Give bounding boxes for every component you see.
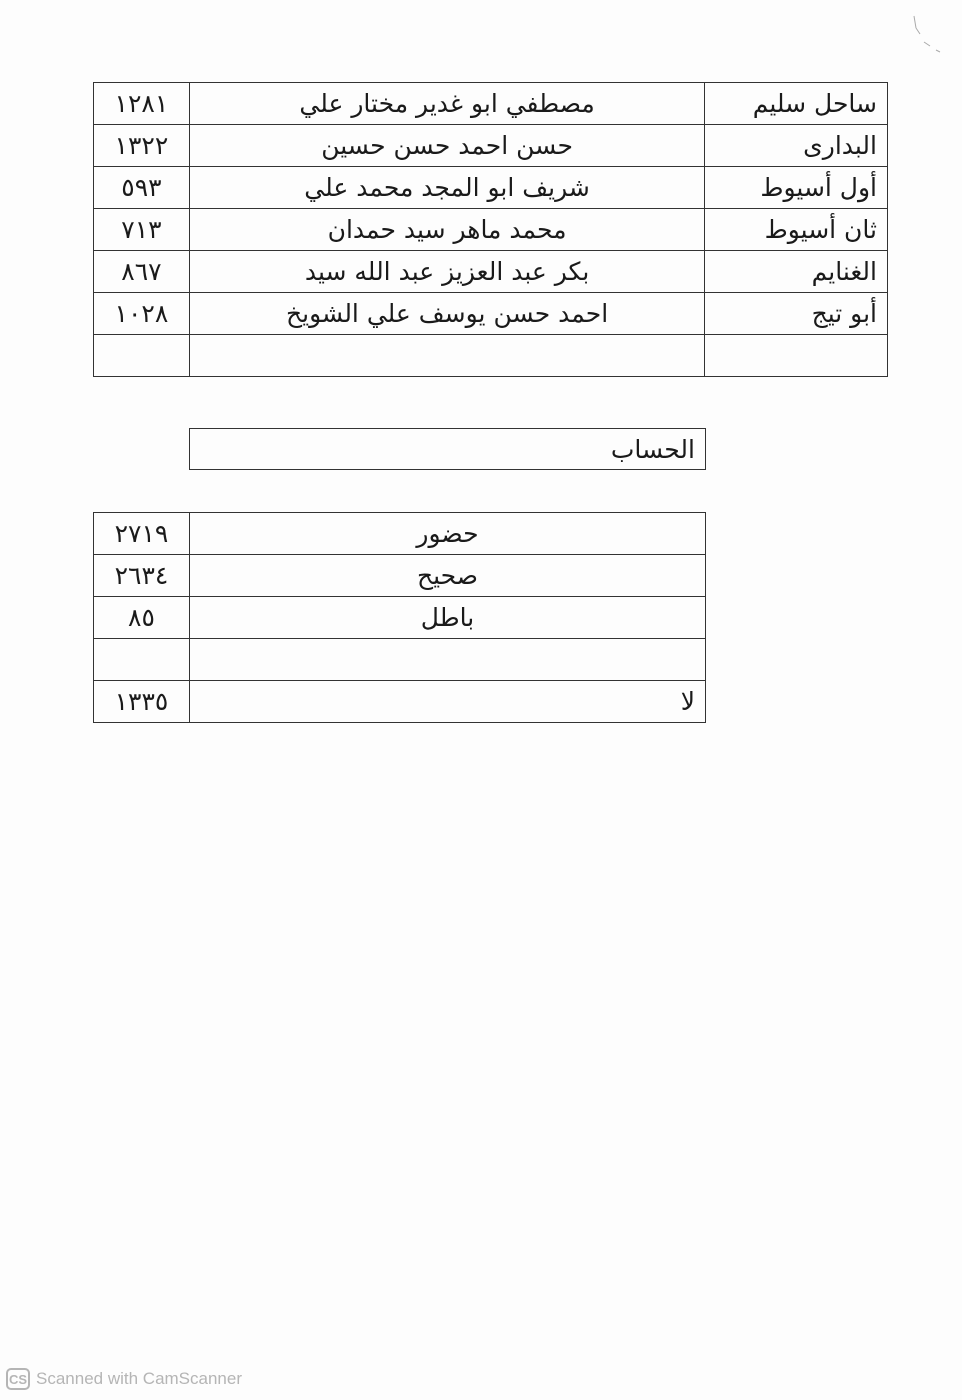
- district-cell: أبو تيج: [705, 293, 888, 335]
- district-cell: أول أسيوط: [705, 167, 888, 209]
- votes-cell: ١٣٢٢: [94, 125, 190, 167]
- table-row-empty: [94, 335, 888, 377]
- candidate-name-cell: حسن احمد حسن حسين: [189, 125, 705, 167]
- camscanner-watermark: [6, 1368, 242, 1390]
- district-cell: ساحل سليم: [705, 83, 888, 125]
- totals-table: [93, 512, 706, 723]
- table-row: [94, 209, 888, 251]
- votes-cell: [94, 335, 190, 377]
- district-cell: البدارى: [705, 125, 888, 167]
- totals-label-cell: باطل: [189, 597, 705, 639]
- totals-label-cell: [189, 639, 705, 681]
- candidate-name-cell: احمد حسن يوسف علي الشويخ: [189, 293, 705, 335]
- camscanner-text: Scanned with CamScanner: [36, 1369, 243, 1388]
- totals-label-cell: لا: [189, 681, 705, 723]
- votes-cell: ٨٦٧: [94, 251, 190, 293]
- candidate-name-cell: شريف ابو المجد محمد علي: [189, 167, 705, 209]
- table-row: [94, 251, 888, 293]
- totals-label-cell: صحيح: [189, 555, 705, 597]
- totals-value-cell: ٨٥: [94, 597, 190, 639]
- table-row-empty: [94, 639, 706, 681]
- candidate-name-cell: [189, 335, 705, 377]
- candidate-name-cell: بكر عبد العزيز عبد الله سيد: [189, 251, 705, 293]
- table-row: [94, 555, 706, 597]
- table-row: [94, 513, 706, 555]
- district-cell: [705, 335, 888, 377]
- votes-cell: ١٠٢٨: [94, 293, 190, 335]
- table-row: [94, 293, 888, 335]
- pen-mark: [906, 12, 946, 62]
- candidate-name-cell: محمد ماهر سيد حمدان: [189, 209, 705, 251]
- district-cell: الغنايم: [705, 251, 888, 293]
- totals-value-cell: ٢٦٣٤: [94, 555, 190, 597]
- candidate-name-cell: مصطفي ابو غدير مختار علي: [189, 83, 705, 125]
- camscanner-logo-icon: CS: [6, 1368, 30, 1390]
- table-row: [190, 429, 706, 470]
- table-row: [94, 681, 706, 723]
- totals-value-cell: ٢٧١٩: [94, 513, 190, 555]
- table-row: [94, 167, 888, 209]
- district-cell: ثان أسيوط: [705, 209, 888, 251]
- table-row: [94, 125, 888, 167]
- account-label: الحساب: [190, 429, 706, 470]
- account-box: [189, 428, 706, 470]
- table-row: [94, 83, 888, 125]
- totals-value-cell: ١٣٣٥: [94, 681, 190, 723]
- results-table: [93, 82, 888, 377]
- totals-value-cell: [94, 639, 190, 681]
- votes-cell: ٥٩٣: [94, 167, 190, 209]
- votes-cell: ٧١٣: [94, 209, 190, 251]
- totals-label-cell: حضور: [189, 513, 705, 555]
- votes-cell: ١٢٨١: [94, 83, 190, 125]
- table-row: [94, 597, 706, 639]
